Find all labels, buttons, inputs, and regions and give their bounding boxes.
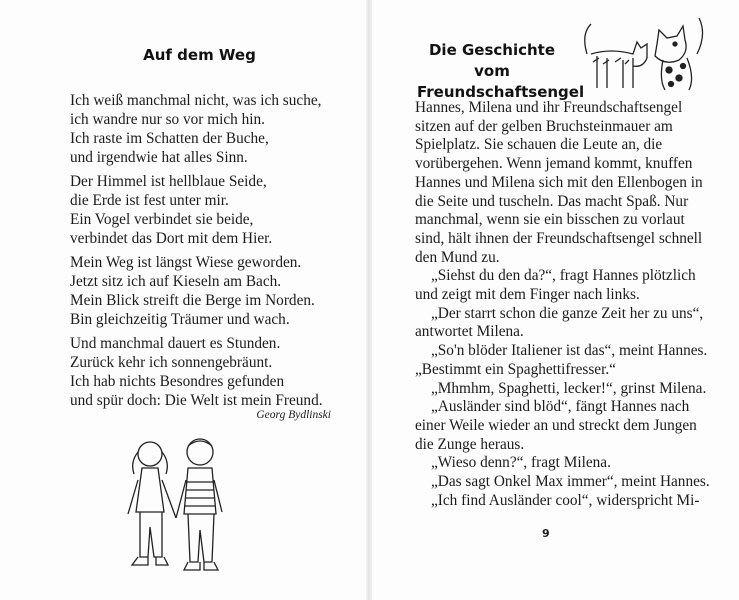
story-line: „Bestimmt ein Spaghettifresser.“ <box>415 360 616 378</box>
story-line: und zeigt mit dem Finger nach links. <box>415 286 640 304</box>
story-title <box>417 40 585 103</box>
story-title-line-2: Freundschaftsengel <box>417 83 585 101</box>
poem-line: Mein Blick streift die Berge im Norden. <box>70 292 315 309</box>
poem-line: und spür doch: Die Welt ist mein Freund. <box>70 392 323 409</box>
cats-illustration <box>579 14 704 96</box>
poem-line: Ich raste im Schatten der Buche, <box>70 130 269 147</box>
poem-line: und irgendwie hat alles Sinn. <box>70 149 248 166</box>
poem-title: Auf dem Weg <box>143 46 256 64</box>
story-line: „Das sagt Onkel Max immer“, meint Hannes. <box>431 473 710 491</box>
story-line: den Mund zu. <box>415 248 500 266</box>
poem <box>70 91 323 415</box>
story-line: antwortet Milena. <box>415 323 524 341</box>
story-line: sitzen auf der gelben Bruchsteinmauer am <box>415 117 673 135</box>
story-line: „Ich find Ausländer cool“, widerspricht Mi- <box>431 491 700 509</box>
poem-author: Georg Bydlinski <box>256 409 331 421</box>
left-page <box>0 0 369 600</box>
poem-line: Ein Vogel verbindet sie beide, <box>70 211 254 228</box>
children-holding-hands-illustration <box>120 432 230 582</box>
story-line: Hannes und Milena sich mit den Ellenbogen in <box>415 173 703 191</box>
story-text <box>415 99 710 510</box>
story-title-line-1: Die Geschichte vom <box>428 41 556 80</box>
story-line: sind, hält ihnen der Freundschaftsengel schnell <box>415 229 703 247</box>
poem-stanza <box>70 334 323 410</box>
story-line: „Ausländer sind blöd“, fängt Hannes nach <box>431 398 690 416</box>
story-line: „Wieso denn?“, fragt Milena. <box>431 454 611 472</box>
poem-stanza <box>70 91 323 167</box>
poem-line: ich wandre nur so vor mich hin. <box>70 111 265 128</box>
story-line: die Seite und tuscheln. Das macht Spaß. Nur <box>415 192 689 210</box>
story-line: die Zunge heraus. <box>415 435 525 453</box>
poem-stanza <box>70 172 323 248</box>
poem-line: Der Himmel ist hellblaue Seide, <box>70 173 267 190</box>
story-line: „So'n blöder Italiener ist das“, meint Hannes. <box>431 342 708 360</box>
poem-stanza <box>70 253 323 329</box>
poem-line: die Erde ist fest unter mir. <box>70 192 229 209</box>
poem-line: verbindet das Dort mit dem Hier. <box>70 230 273 247</box>
poem-line: Ich hab nichts Besondres gefunden <box>70 373 285 390</box>
poem-line: Bin gleichzeitig Träumer und wach. <box>70 311 290 328</box>
poem-line: Zurück kehr ich sonnengebräunt. <box>70 354 273 371</box>
story-line: manchmal, wenn sie ein bisschen zu vorlaut <box>415 211 685 229</box>
story-line: „Siehst du den da?“, fragt Hannes plötzlich <box>431 267 696 285</box>
poem-line: Und manchmal dauert es Stunden. <box>70 335 281 352</box>
story-line: Spielplatz. Sie schauen die Leute an, die <box>415 136 663 154</box>
story-line: vorübergehen. Wenn jemand kommt, knuffen <box>415 155 693 173</box>
page-number: 9 <box>542 527 550 540</box>
right-page <box>369 0 739 600</box>
story-line: „Der starrt schon die ganze Zeit her zu uns“, <box>431 304 704 322</box>
story-line: einer Weile wieder an und streckt dem Jungen <box>415 416 697 434</box>
poem-line: Ich weiß manchmal nicht, was ich suche, <box>70 92 322 109</box>
poem-line: Mein Weg ist längst Wiese geworden. <box>70 254 302 271</box>
story-line: „Mhmhm, Spaghetti, lecker!“, grinst Milena. <box>431 379 707 397</box>
poem-line: Jetzt sitz ich auf Kieseln am Bach. <box>70 273 282 290</box>
story-line: Hannes, Milena und ihr Freundschaftsengel <box>415 99 683 116</box>
